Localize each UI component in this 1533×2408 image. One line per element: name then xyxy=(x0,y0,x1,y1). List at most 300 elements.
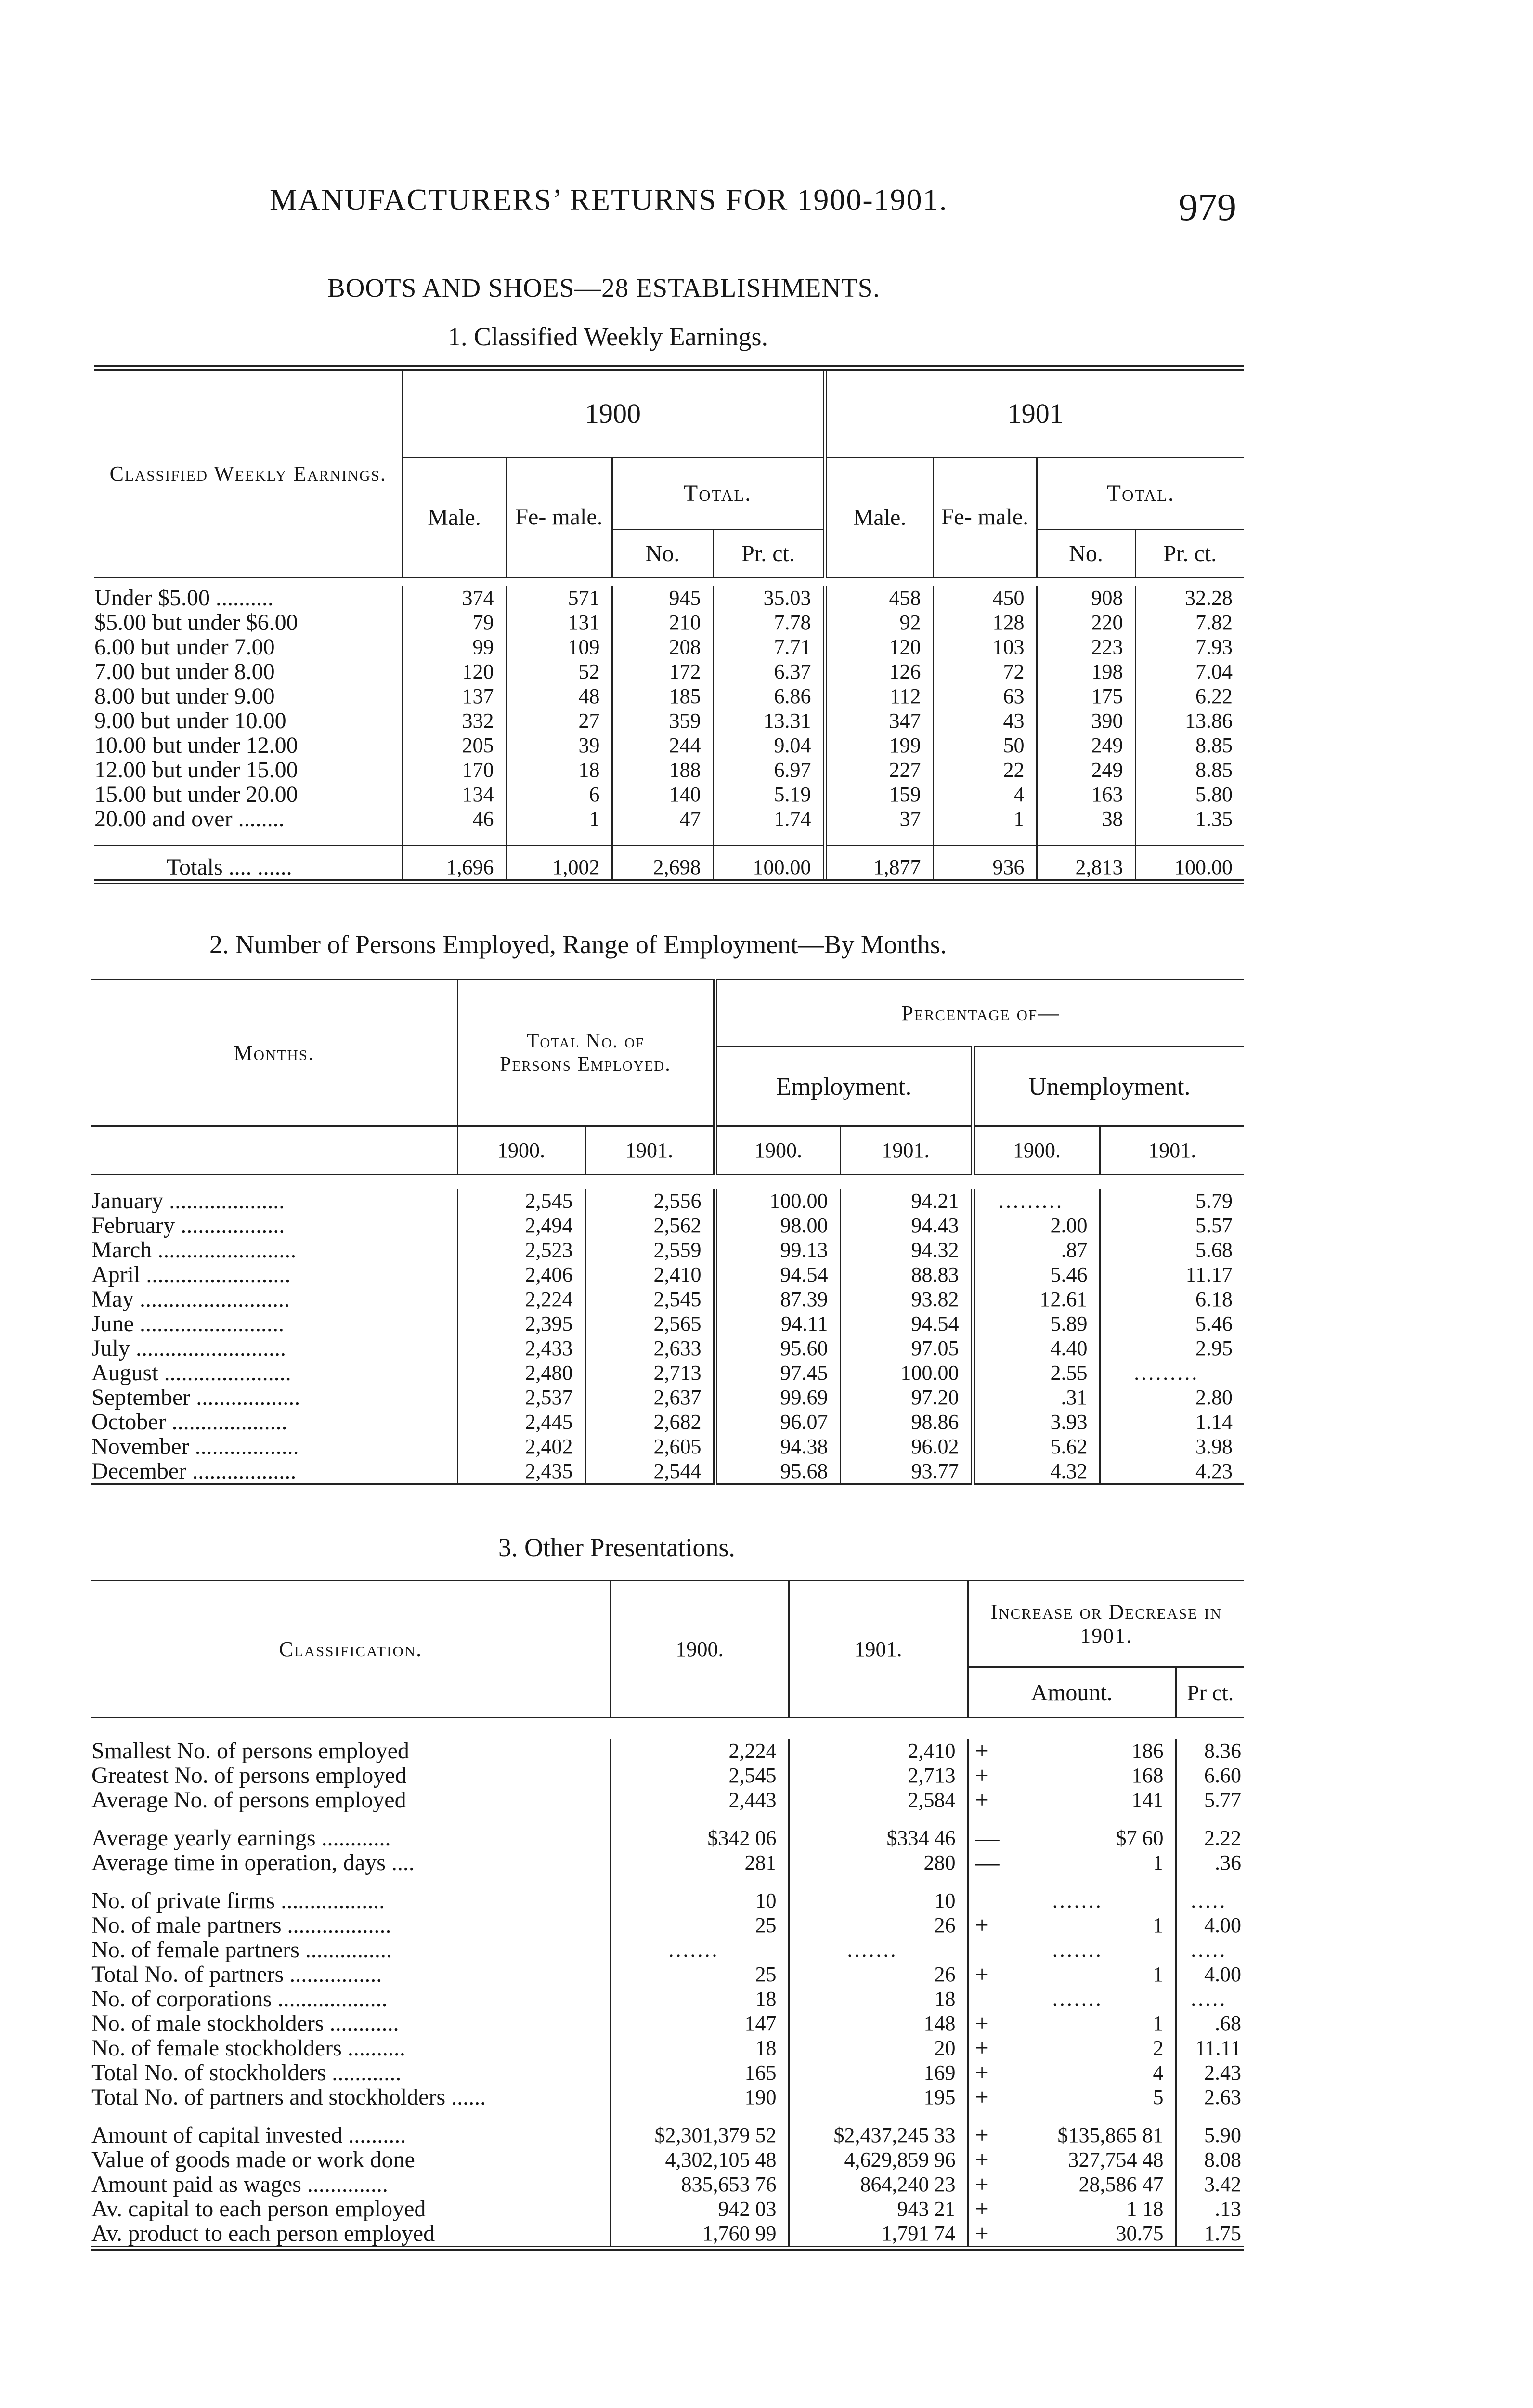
cell-unemployment-1901: 5.46 xyxy=(1100,1311,1244,1336)
cell-employment-1900: 100.00 xyxy=(715,1189,840,1213)
classification-row xyxy=(91,1739,1244,1763)
cell-unemployment-1901: 5.79 xyxy=(1100,1189,1244,1213)
cell-amount: 141 xyxy=(1131,1788,1164,1812)
cell-1901: 4,629,859 96 xyxy=(789,2147,968,2172)
col-1901: 1901. xyxy=(789,1581,968,1718)
cell-male-1900: 99 xyxy=(403,635,506,659)
col-classification: Classification. xyxy=(279,1637,423,1661)
classification-label: Av. capital to each person employed xyxy=(91,2196,426,2222)
col-male-1900: Male. xyxy=(403,457,506,577)
cell-male-1900: 332 xyxy=(403,708,506,733)
cell-female-1900: 18 xyxy=(506,758,612,782)
cell-1901: 26 xyxy=(789,1962,968,1987)
cell-total-1901: 220 xyxy=(1037,610,1135,635)
month-label: June ......................... xyxy=(91,1311,284,1336)
cell-unemployment-1900: 4.32 xyxy=(973,1459,1100,1484)
cell-male-1900: 120 xyxy=(403,659,506,684)
earnings-row xyxy=(94,782,1244,807)
cell-amount: 1 xyxy=(1153,1913,1164,1937)
sign-indicator xyxy=(968,1888,992,1913)
section2-header xyxy=(91,979,1244,1175)
cell-persons-1900: 2,435 xyxy=(457,1459,585,1484)
col-persons-1901: 1901. xyxy=(585,1126,715,1175)
cell-male-1901: 458 xyxy=(825,586,933,610)
row-label: Under $5.00 .......... xyxy=(94,585,273,611)
cell-female-1901: 72 xyxy=(933,659,1037,684)
month-row xyxy=(91,1311,1244,1336)
sign-indicator xyxy=(968,1987,992,2011)
cell-female-1901: 22 xyxy=(933,758,1037,782)
page-number: 979 xyxy=(1179,186,1236,229)
cell-1900: 10 xyxy=(611,1888,789,1913)
cell-percent: 2.43 xyxy=(1176,2060,1244,2085)
cell-amount: ....... xyxy=(1052,1889,1103,1912)
cell-amount: 4 xyxy=(1153,2061,1164,2084)
cell-1900: 281 xyxy=(611,1850,789,1875)
col-no-1900: No. xyxy=(612,529,713,577)
cell-unemployment-1901: 5.68 xyxy=(1100,1238,1244,1262)
cell-unemployment-1900: ......... xyxy=(973,1189,1100,1213)
cell-pct-1901: 5.80 xyxy=(1135,782,1244,807)
cell-persons-1901: 2,544 xyxy=(585,1459,715,1484)
month-label: May .......................... xyxy=(91,1286,290,1312)
sign-indicator: + xyxy=(968,1788,992,1812)
month-label: December .................. xyxy=(91,1458,297,1484)
month-row xyxy=(91,1213,1244,1238)
cell-employment-1900: 96.07 xyxy=(715,1410,840,1434)
cell-male-1900: 134 xyxy=(403,782,506,807)
classification-row xyxy=(91,2060,1244,2085)
cell-male-1900: 137 xyxy=(403,684,506,708)
row-label: $5.00 but under $6.00 xyxy=(94,610,298,635)
cell-total-1901: 198 xyxy=(1037,659,1135,684)
cell-male-1900: 374 xyxy=(403,586,506,610)
cell-unemployment-1900: 2.00 xyxy=(973,1213,1100,1238)
row-label: 15.00 but under 20.00 xyxy=(94,782,298,807)
cell-1900: 190 xyxy=(611,2085,789,2109)
cell-total-1901: 390 xyxy=(1037,708,1135,733)
classification-label: Total No. of partners ................ xyxy=(91,1962,382,1987)
cell-1901: 280 xyxy=(789,1850,968,1875)
cell-male-1901: 112 xyxy=(825,684,933,708)
cell-unemployment-1901: 5.57 xyxy=(1100,1213,1244,1238)
cell-pct-1900: 7.78 xyxy=(713,610,825,635)
cell-1901: 2,584 xyxy=(789,1788,968,1812)
cell-1900: 942 03 xyxy=(611,2197,789,2221)
row-label: 8.00 but under 9.00 xyxy=(94,683,275,709)
col-female-1900: Fe- male. xyxy=(506,457,612,577)
classification-label: No. of male stockholders ............ xyxy=(91,2011,399,2036)
earnings-row xyxy=(94,758,1244,782)
col-employment-1900: 1900. xyxy=(715,1126,840,1175)
totals-row xyxy=(94,846,1244,882)
classification-row xyxy=(91,1987,1244,2011)
cell-male-1901: 120 xyxy=(825,635,933,659)
cell-pct-1900: 13.31 xyxy=(713,708,825,733)
classification-label: Average time in operation, days .... xyxy=(91,1850,415,1875)
col-total-1900: Total. xyxy=(612,457,825,529)
cell-male-1901: 92 xyxy=(825,610,933,635)
classification-label: No. of private firms .................. xyxy=(91,1888,385,1913)
cell-pct-1900: 6.86 xyxy=(713,684,825,708)
cell-persons-1900: 2,406 xyxy=(457,1262,585,1287)
cell-male-1901: 1,877 xyxy=(825,846,933,882)
section2-title: 2. Number of Persons Employed, Range of Employment—By Months. xyxy=(209,930,947,959)
sign-indicator: — xyxy=(968,1826,992,1850)
cell-1900: 2,443 xyxy=(611,1788,789,1812)
cell-total-1900: 188 xyxy=(612,758,713,782)
classification-label: Average yearly earnings ............ xyxy=(91,1825,391,1851)
cell-employment-1901: 94.43 xyxy=(840,1213,973,1238)
month-row xyxy=(91,1262,1244,1287)
cell-1900: 18 xyxy=(611,1987,789,2011)
cell-persons-1901: 2,545 xyxy=(585,1287,715,1311)
cell-employment-1900: 95.68 xyxy=(715,1459,840,1484)
cell-1901: 864,240 23 xyxy=(789,2172,968,2197)
cell-total-1901: 249 xyxy=(1037,758,1135,782)
cell-persons-1900: 2,480 xyxy=(457,1361,585,1385)
document-title: BOOTS AND SHOES—28 ESTABLISHMENTS. xyxy=(327,273,881,302)
cell-pct-1900: 5.19 xyxy=(713,782,825,807)
cell-unemployment-1900: 12.61 xyxy=(973,1287,1100,1311)
col-year-1901: 1901 xyxy=(825,368,1244,457)
cell-employment-1901: 100.00 xyxy=(840,1361,973,1385)
cell-1900: 2,224 xyxy=(611,1739,789,1763)
cell-amount: 5 xyxy=(1153,2085,1164,2109)
cell-1900: $342 06 xyxy=(611,1826,789,1850)
cell-total-1900: 172 xyxy=(612,659,713,684)
cell-female-1901: 128 xyxy=(933,610,1037,635)
cell-male-1900: 170 xyxy=(403,758,506,782)
cell-percent: 11.11 xyxy=(1176,2036,1244,2060)
cell-male-1900: 1,696 xyxy=(403,846,506,882)
month-label: February .................. xyxy=(91,1213,285,1238)
earnings-row xyxy=(94,586,1244,610)
cell-male-1900: 79 xyxy=(403,610,506,635)
classification-label: Total No. of stockholders ............ xyxy=(91,2060,402,2085)
cell-amount: 2 xyxy=(1153,2036,1164,2060)
month-label: August ...................... xyxy=(91,1360,291,1386)
cell-percent: 4.00 xyxy=(1176,1962,1244,1987)
cell-1900: 18 xyxy=(611,2036,789,2060)
classification-row xyxy=(91,2011,1244,2036)
month-row xyxy=(91,1287,1244,1311)
earnings-row xyxy=(94,659,1244,684)
cell-1901: 943 21 xyxy=(789,2197,968,2221)
cell-1901: 2,713 xyxy=(789,1763,968,1788)
row-label: 12.00 but under 15.00 xyxy=(94,757,298,783)
cell-male-1901: 199 xyxy=(825,733,933,758)
cell-employment-1901: 97.20 xyxy=(840,1385,973,1410)
cell-pct-1900: 6.37 xyxy=(713,659,825,684)
month-label: July .......................... xyxy=(91,1335,286,1361)
col-months: Months. xyxy=(234,1041,314,1065)
cell-pct-1900: 1.74 xyxy=(713,807,825,831)
col-pct-1900: Pr. ct. xyxy=(713,529,825,577)
month-row xyxy=(91,1410,1244,1434)
classification-label: Average No. of persons employed xyxy=(91,1787,406,1813)
cell-female-1901: 1 xyxy=(933,807,1037,831)
cell-percent: 6.60 xyxy=(1176,1763,1244,1788)
cell-pct-1900: 7.71 xyxy=(713,635,825,659)
classification-label: Smallest No. of persons employed xyxy=(91,1738,409,1764)
cell-pct-1901: 8.85 xyxy=(1135,733,1244,758)
cell-employment-1900: 99.69 xyxy=(715,1385,840,1410)
cell-1900: 25 xyxy=(611,1913,789,1937)
sign-indicator: + xyxy=(968,2221,992,2248)
cell-employment-1900: 95.60 xyxy=(715,1336,840,1361)
cell-1901: 2,410 xyxy=(789,1739,968,1763)
sign-indicator: + xyxy=(968,2123,992,2147)
cell-1901: 195 xyxy=(789,2085,968,2109)
cell-1901: $2,437,245 33 xyxy=(789,2123,968,2147)
cell-unemployment-1901: 11.17 xyxy=(1100,1262,1244,1287)
month-label: October .................... xyxy=(91,1409,287,1435)
cell-1900: 2,545 xyxy=(611,1763,789,1788)
section3-table xyxy=(91,1739,1244,2251)
cell-1900: 147 xyxy=(611,2011,789,2036)
cell-employment-1901: 97.05 xyxy=(840,1336,973,1361)
classification-row xyxy=(91,1913,1244,1937)
cell-employment-1901: 96.02 xyxy=(840,1434,973,1459)
classification-label: No. of male partners .................. xyxy=(91,1912,391,1938)
sign-indicator: + xyxy=(968,2147,992,2172)
classification-label: No. of corporations ................... xyxy=(91,1986,388,2012)
cell-pct-1901: 7.82 xyxy=(1135,610,1244,635)
cell-1900: 835,653 76 xyxy=(611,2172,789,2197)
cell-1900: 165 xyxy=(611,2060,789,2085)
section1-table xyxy=(94,586,1244,884)
cell-pct-1901: 6.22 xyxy=(1135,684,1244,708)
cell-unemployment-1900: 5.62 xyxy=(973,1434,1100,1459)
cell-total-1901: 908 xyxy=(1037,586,1135,610)
col-total-no-persons-employed: Total No. of Persons Employed. xyxy=(457,980,715,1126)
cell-total-1900: 140 xyxy=(612,782,713,807)
col-amount: Amount. xyxy=(968,1667,1176,1718)
cell-employment-1900: 94.11 xyxy=(715,1311,840,1336)
cell-persons-1901: 2,410 xyxy=(585,1262,715,1287)
sign-indicator: + xyxy=(968,1739,992,1763)
cell-total-1901: 163 xyxy=(1037,782,1135,807)
row-label: 7.00 but under 8.00 xyxy=(94,659,275,684)
cell-female-1900: 27 xyxy=(506,708,612,733)
classification-label: Value of goods made or work done xyxy=(91,2147,415,2172)
cell-persons-1900: 2,402 xyxy=(457,1434,585,1459)
cell-female-1901: 103 xyxy=(933,635,1037,659)
cell-persons-1901: 2,633 xyxy=(585,1336,715,1361)
cell-pct-1900: 6.97 xyxy=(713,758,825,782)
cell-female-1901: 50 xyxy=(933,733,1037,758)
classification-label: Amount of capital invested .......... xyxy=(91,2122,406,2148)
cell-total-1900: 945 xyxy=(612,586,713,610)
cell-persons-1900: 2,494 xyxy=(457,1213,585,1238)
classification-row xyxy=(91,1888,1244,1913)
cell-total-1901: 175 xyxy=(1037,684,1135,708)
earnings-row xyxy=(94,635,1244,659)
cell-unemployment-1901: 4.23 xyxy=(1100,1459,1244,1484)
cell-pct-1901: 7.04 xyxy=(1135,659,1244,684)
cell-amount: 327,754 48 xyxy=(1068,2148,1164,2172)
cell-unemployment-1900: 4.40 xyxy=(973,1336,1100,1361)
month-row xyxy=(91,1459,1244,1484)
cell-employment-1900: 99.13 xyxy=(715,1238,840,1262)
cell-percent: .36 xyxy=(1176,1850,1244,1875)
cell-percent: .68 xyxy=(1176,2011,1244,2036)
month-row xyxy=(91,1238,1244,1262)
cell-percent: 2.22 xyxy=(1176,1826,1244,1850)
cell-amount: $7 60 xyxy=(1116,1826,1164,1850)
classification-row xyxy=(91,1763,1244,1788)
cell-total-1901: 249 xyxy=(1037,733,1135,758)
col-unemployment-1900: 1900. xyxy=(973,1126,1100,1175)
cell-persons-1900: 2,224 xyxy=(457,1287,585,1311)
month-label: September .................. xyxy=(91,1385,300,1410)
cell-female-1900: 571 xyxy=(506,586,612,610)
section3-title: 3. Other Presentations. xyxy=(498,1533,735,1562)
cell-persons-1901: 2,556 xyxy=(585,1189,715,1213)
col-classified-weekly-earnings: Classified Weekly Earnings. xyxy=(109,461,387,485)
classification-row xyxy=(91,2123,1244,2147)
sign-indicator: + xyxy=(968,2197,992,2221)
cell-male-1901: 159 xyxy=(825,782,933,807)
cell-female-1900: 6 xyxy=(506,782,612,807)
cell-total-1901: 223 xyxy=(1037,635,1135,659)
cell-employment-1901: 88.83 xyxy=(840,1262,973,1287)
row-label: 9.00 but under 10.00 xyxy=(94,708,286,733)
cell-unemployment-1900: 5.46 xyxy=(973,1262,1100,1287)
cell-amount: 1 xyxy=(1153,2012,1164,2035)
classification-row xyxy=(91,1788,1244,1812)
month-row xyxy=(91,1189,1244,1213)
cell-persons-1901: 2,605 xyxy=(585,1434,715,1459)
col-no-1901: No. xyxy=(1037,529,1135,577)
cell-pct-1900: 35.03 xyxy=(713,586,825,610)
cell-female-1901: 936 xyxy=(933,846,1037,882)
cell-persons-1901: 2,713 xyxy=(585,1361,715,1385)
cell-amount: 168 xyxy=(1131,1764,1164,1787)
classification-label: No. of female stockholders .......... xyxy=(91,2035,405,2061)
cell-percent: ..... xyxy=(1176,1888,1244,1913)
cell-1901: $334 46 xyxy=(789,1826,968,1850)
cell-unemployment-1901: 3.98 xyxy=(1100,1434,1244,1459)
cell-1900: 4,302,105 48 xyxy=(611,2147,789,2172)
col-increase-or-decrease: Increase or Decrease in 1901. xyxy=(968,1581,1244,1667)
cell-1901: 148 xyxy=(789,2011,968,2036)
sign-indicator: + xyxy=(968,2011,992,2036)
cell-percent: 3.42 xyxy=(1176,2172,1244,2197)
cell-amount: 1 xyxy=(1153,1851,1164,1874)
cell-percent: 4.00 xyxy=(1176,1913,1244,1937)
row-label: 10.00 but under 12.00 xyxy=(94,733,298,758)
section1-header xyxy=(94,365,1244,578)
cell-pct-1900: 100.00 xyxy=(713,846,825,882)
cell-persons-1900: 2,545 xyxy=(457,1189,585,1213)
cell-female-1901: 63 xyxy=(933,684,1037,708)
cell-unemployment-1901: 1.14 xyxy=(1100,1410,1244,1434)
cell-male-1901: 126 xyxy=(825,659,933,684)
cell-unemployment-1901: 2.95 xyxy=(1100,1336,1244,1361)
sign-indicator: + xyxy=(968,1763,992,1788)
month-label: November .................. xyxy=(91,1434,299,1459)
cell-unemployment-1900: .31 xyxy=(973,1385,1100,1410)
cell-persons-1901: 2,682 xyxy=(585,1410,715,1434)
sign-indicator: + xyxy=(968,1962,992,1987)
cell-total-1900: 244 xyxy=(612,733,713,758)
sign-indicator: + xyxy=(968,2085,992,2109)
cell-persons-1901: 2,565 xyxy=(585,1311,715,1336)
col-female-1901: Fe- male. xyxy=(933,457,1037,577)
cell-pct-1901: 32.28 xyxy=(1135,586,1244,610)
cell-amount: 1 xyxy=(1153,1963,1164,1986)
cell-male-1901: 347 xyxy=(825,708,933,733)
row-label: 20.00 and over ........ xyxy=(94,806,285,832)
cell-total-1900: 210 xyxy=(612,610,713,635)
classification-label: No. of female partners ............... xyxy=(91,1937,392,1963)
running-head: MANUFACTURERS’ RETURNS FOR 1900-1901. xyxy=(270,183,948,217)
cell-employment-1901: 93.82 xyxy=(840,1287,973,1311)
cell-amount: 186 xyxy=(1131,1739,1164,1763)
cell-employment-1900: 94.54 xyxy=(715,1262,840,1287)
cell-total-1900: 359 xyxy=(612,708,713,733)
cell-total-1901: 38 xyxy=(1037,807,1135,831)
cell-amount: ....... xyxy=(1052,1987,1103,2011)
sign-indicator xyxy=(968,1937,992,1962)
cell-unemployment-1900: 3.93 xyxy=(973,1410,1100,1434)
cell-1901: 18 xyxy=(789,1987,968,2011)
sign-indicator: + xyxy=(968,2172,992,2197)
cell-male-1900: 205 xyxy=(403,733,506,758)
row-label: 6.00 but under 7.00 xyxy=(94,634,275,660)
earnings-row xyxy=(94,684,1244,708)
cell-pct-1901: 1.35 xyxy=(1135,807,1244,831)
classification-row xyxy=(91,1826,1244,1850)
cell-persons-1901: 2,637 xyxy=(585,1385,715,1410)
month-row xyxy=(91,1434,1244,1459)
col-unemployment: Unemployment. xyxy=(973,1047,1244,1126)
cell-pct-1900: 9.04 xyxy=(713,733,825,758)
cell-persons-1900: 2,433 xyxy=(457,1336,585,1361)
cell-employment-1901: 94.32 xyxy=(840,1238,973,1262)
earnings-row xyxy=(94,610,1244,635)
cell-total-1901: 2,813 xyxy=(1037,846,1135,882)
classification-row xyxy=(91,1937,1244,1962)
classification-label: Amount paid as wages .............. xyxy=(91,2172,388,2197)
cell-persons-1901: 2,562 xyxy=(585,1213,715,1238)
month-label: March ........................ xyxy=(91,1237,297,1263)
row-label: Totals .... ...... xyxy=(94,846,403,882)
sign-indicator: + xyxy=(968,2060,992,2085)
col-employment-1901: 1901. xyxy=(840,1126,973,1175)
cell-amount: $135,865 81 xyxy=(1057,2123,1164,2147)
col-pct-1901: Pr. ct. xyxy=(1135,529,1244,577)
classification-label: Total No. of partners and stockholders ...... xyxy=(91,2084,486,2110)
month-row xyxy=(91,1361,1244,1385)
col-1900: 1900. xyxy=(611,1581,789,1718)
col-male-1901: Male. xyxy=(825,457,933,577)
cell-percent: .13 xyxy=(1176,2197,1244,2221)
cell-total-1900: 2,698 xyxy=(612,846,713,882)
cell-total-1900: 208 xyxy=(612,635,713,659)
cell-percent: 8.08 xyxy=(1176,2147,1244,2172)
sign-indicator: + xyxy=(968,1913,992,1937)
cell-employment-1901: 93.77 xyxy=(840,1459,973,1484)
classification-row xyxy=(91,2221,1244,2248)
col-unemployment-1901: 1901. xyxy=(1100,1126,1244,1175)
cell-percent: 5.90 xyxy=(1176,2123,1244,2147)
classification-label: Greatest No. of persons employed xyxy=(91,1763,407,1788)
cell-female-1901: 450 xyxy=(933,586,1037,610)
cell-1901: 26 xyxy=(789,1913,968,1937)
